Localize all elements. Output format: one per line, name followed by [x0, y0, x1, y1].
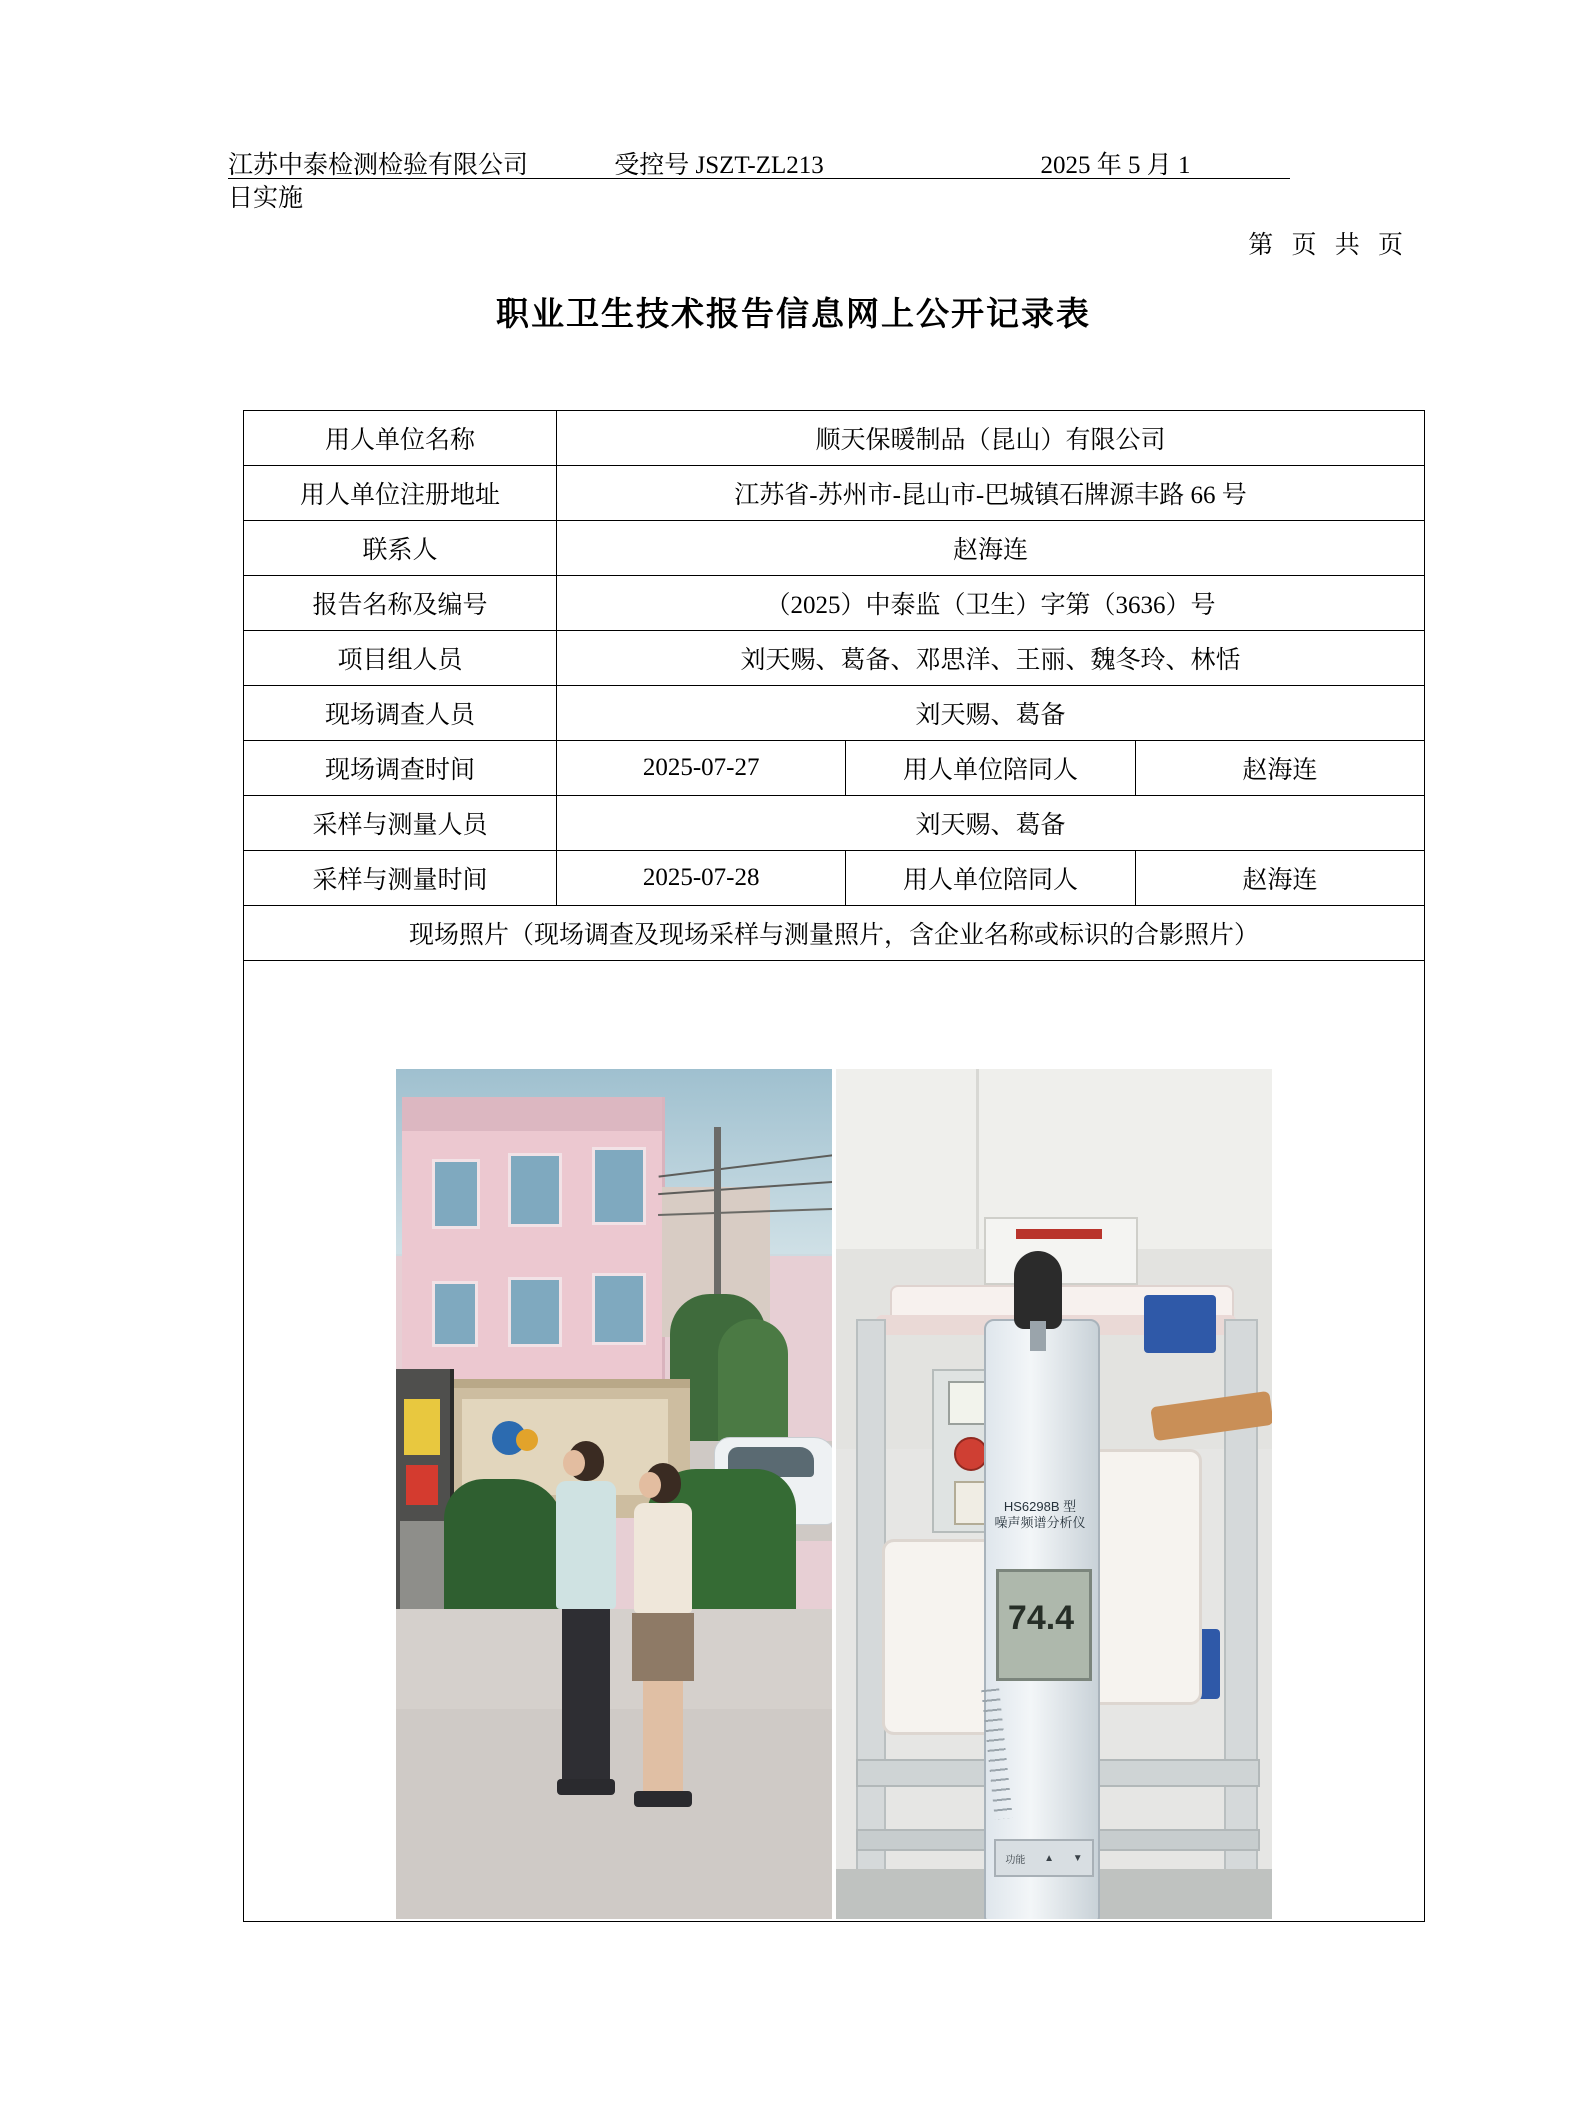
gate-panel: [406, 1465, 438, 1505]
photo-cell: [244, 961, 1425, 1922]
table-row: [244, 411, 1425, 466]
ceiling-seam: [976, 1069, 979, 1249]
row-value-sampling-accompany: 赵海连: [1135, 851, 1424, 906]
table-row: [244, 906, 1425, 961]
page-indicator: 第 页 共 页: [1248, 232, 1409, 259]
photo-section-title: 现场照片（现场调查及现场采样与测量照片，含企业名称或标识的合影照片）: [244, 906, 1425, 961]
row-label-report-name: 报告名称及编号: [244, 576, 557, 631]
building-parapet: [402, 1097, 662, 1131]
row-label-survey-time: 现场调查时间: [244, 741, 557, 796]
meter-keypad: [994, 1839, 1094, 1877]
row-value-sampling-staff: 刘天赐、葛备: [557, 796, 1425, 851]
person-skirt: [632, 1613, 694, 1681]
company-logo-icon: [516, 1429, 538, 1451]
microphone-windscreen-icon: [1014, 1251, 1062, 1329]
table-row: [244, 686, 1425, 741]
meter-reading-value: 74.4: [1007, 1599, 1075, 1637]
row-label-sampling-time: 采样与测量时间: [244, 851, 557, 906]
table-row: [244, 851, 1425, 906]
row-label-project-team: 项目组人员: [244, 631, 557, 686]
row-value-employer-address: 江苏省-苏州市-昆山市-巴城镇石牌源丰路 66 号: [557, 466, 1425, 521]
person-legs: [643, 1681, 683, 1791]
row-label-employer-name: 用人单位名称: [244, 411, 557, 466]
person-trousers: [562, 1609, 610, 1779]
row-value-sampling-time: 2025-07-28: [557, 851, 846, 906]
row-value-contact: 赵海连: [557, 521, 1425, 576]
fabric-roll: [882, 1539, 998, 1735]
person-shirt: [556, 1481, 616, 1609]
row-label-survey-staff: 现场调查人员: [244, 686, 557, 741]
row-label-survey-accompany: 用人单位陪同人: [846, 741, 1135, 796]
person-face: [563, 1450, 585, 1476]
record-table: [243, 410, 1425, 1922]
header-company: 江苏中泰检测检验有限公司: [228, 152, 529, 179]
record-table-wrapper: [243, 410, 1425, 1922]
window: [592, 1147, 646, 1225]
row-label-employer-address: 用人单位注册地址: [244, 466, 557, 521]
person-face: [639, 1472, 661, 1498]
person-left: [556, 1441, 616, 1795]
meter-brand-line2: 噪声频谱分析仪: [994, 1515, 1086, 1530]
person-right: [632, 1463, 694, 1807]
person-blouse: [634, 1503, 692, 1613]
row-value-employer-name: 顺天保暖制品（昆山）有限公司: [557, 411, 1425, 466]
window: [432, 1281, 478, 1347]
meter-brand-line1: HS6298B 型: [1003, 1499, 1077, 1514]
meter-key-up-icon: ▲: [1044, 1852, 1054, 1864]
window: [508, 1277, 562, 1347]
row-value-survey-time: 2025-07-27: [557, 741, 846, 796]
table-row: [244, 521, 1425, 576]
row-value-report-name: （2025）中泰监（卫生）字第（3636）号: [557, 576, 1425, 631]
fabric-roll: [1086, 1449, 1202, 1705]
meter-key-function: 功能: [1005, 1854, 1026, 1866]
gate-panel: [404, 1399, 440, 1455]
row-value-survey-staff: 刘天赐、葛备: [557, 686, 1425, 741]
table-row: [244, 631, 1425, 686]
header-control-number: 受控号 JSZT-ZL213: [614, 152, 824, 179]
table-row: [244, 741, 1425, 796]
page-title: 职业卫生技术报告信息网上公开记录表: [496, 297, 1091, 333]
header-effective-date-cont: 日实施: [228, 185, 304, 212]
row-label-sampling-accompany: 用人单位陪同人: [846, 851, 1135, 906]
person-head: [568, 1441, 604, 1481]
person-shoes: [557, 1779, 615, 1795]
shrub: [444, 1479, 564, 1629]
row-label-contact: 联系人: [244, 521, 557, 576]
microphone-stem: [1030, 1321, 1046, 1351]
blue-motor-box: [1144, 1295, 1216, 1353]
photo-gallery: [250, 963, 1418, 1919]
window: [592, 1273, 646, 1345]
row-value-project-team: 刘天赐、葛备、邓思洋、王丽、魏冬玲、林恬: [557, 631, 1425, 686]
meter-key-down-icon: ▼: [1072, 1852, 1083, 1864]
table-row: [244, 961, 1425, 1922]
gate-panel: [400, 1521, 444, 1611]
person-head: [645, 1463, 681, 1503]
sampling-measurement-photo: [836, 1069, 1272, 1919]
header-effective-date: 2025 年 5 月 1: [1040, 152, 1191, 179]
row-label-sampling-staff: 采样与测量人员: [244, 796, 557, 851]
header-divider: [228, 178, 1290, 179]
window: [432, 1159, 480, 1229]
table-row: [244, 796, 1425, 851]
table-row: [244, 576, 1425, 631]
document-header: [228, 148, 1408, 212]
meter-brand-label: [986, 1499, 1094, 1531]
row-value-survey-accompany: 赵海连: [1135, 741, 1424, 796]
person-shoes: [634, 1791, 692, 1807]
machine-label: [1016, 1229, 1102, 1239]
machine-button-red: [954, 1437, 988, 1471]
window: [508, 1153, 562, 1227]
site-survey-photo: [396, 1069, 832, 1919]
table-row: [244, 466, 1425, 521]
